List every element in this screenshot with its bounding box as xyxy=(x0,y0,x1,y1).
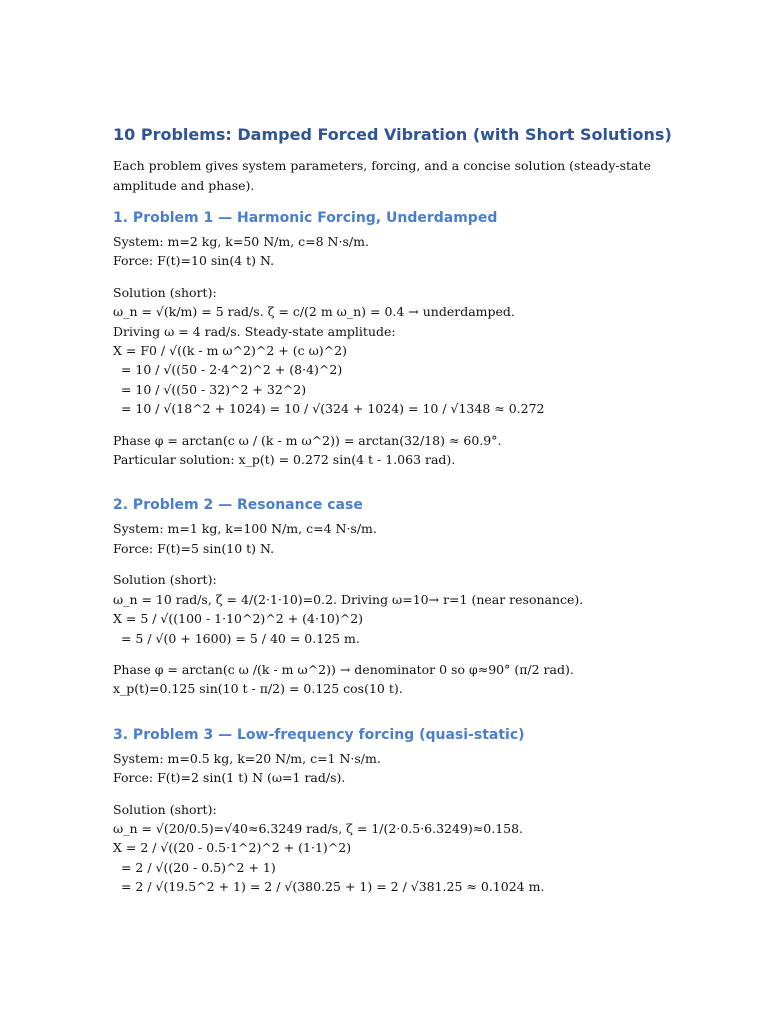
solution-line: X = 2 / √((20 - 0.5·1^2)^2 + (1·1)^2) xyxy=(113,840,352,856)
problem-system: System: m=2 kg, k=50 N/m, c=8 N·s/m. xyxy=(113,234,369,249)
solution-line: X = 5 / √((100 - 1·10^2)^2 + (4·10)^2) xyxy=(113,611,364,627)
phase-line: Phase φ = arctan(c ω / (k - m ω^2)) = arctan(32/18) ≈ 60.9°. xyxy=(113,432,502,448)
problem-heading: 1. Problem 1 — Harmonic Forcing, Underdamped xyxy=(113,210,498,226)
problem-force: Force: F(t)=5 sin(10 t) N. xyxy=(113,540,275,556)
solution-line: X = F0 / √((k - m ω^2)^2 + (c ω)^2) xyxy=(113,343,347,359)
solution-line: = 2 / √(19.5^2 + 1) = 2 / √(380.25 + 1) = 2 / √381.25 ≈ 0.1024 m. xyxy=(113,879,545,895)
intro-line: Each problem gives system parameters, forcing, and a concise solution (steady-state xyxy=(113,158,651,173)
problem-system: System: m=1 kg, k=100 N/m, c=4 N·s/m. xyxy=(113,521,377,537)
solution-label: Solution (short): xyxy=(113,801,217,817)
problem-section xyxy=(113,208,713,469)
solution-line: = 2 / √((20 - 0.5)^2 + 1) xyxy=(113,859,276,875)
solution-line: ω_n = √(k/m) = 5 rad/s. ζ = c/(2 m ω_n) = 0.4 → underdamped. xyxy=(113,304,515,320)
phase-line: Phase φ = arctan(c ω /(k - m ω^2)) → denominator 0 so φ≈90° (π/2 rad). xyxy=(113,661,574,677)
solution-label: Solution (short): xyxy=(113,284,217,300)
problem-section xyxy=(113,495,713,698)
problem-section xyxy=(113,725,713,897)
solution-line: ω_n = √(20/0.5)=√40≈6.3249 rad/s, ζ = 1/(2·0.5·6.3249)≈0.158. xyxy=(113,820,524,836)
problem-heading: 3. Problem 3 — Low-frequency forcing (quasi-static) xyxy=(113,726,525,743)
phase-line: Particular solution: x_p(t) = 0.272 sin(4 t - 1.063 rad). xyxy=(113,452,456,468)
document-title: 10 Problems: Damped Forced Vibration (with Short Solutions) xyxy=(113,125,672,144)
document-page xyxy=(113,124,713,897)
solution-line: ω_n = 10 rad/s, ζ = 4/(2·1·10)=0.2. Driving ω=10→ r=1 (near resonance). xyxy=(113,591,584,607)
problem-force: Force: F(t)=2 sin(1 t) N (ω=1 rad/s). xyxy=(113,770,346,786)
problem-system: System: m=0.5 kg, k=20 N/m, c=1 N·s/m. xyxy=(113,750,381,766)
solution-line: = 10 / √((50 - 32)^2 + 32^2) xyxy=(113,381,307,397)
solution-line: = 5 / √(0 + 1600) = 5 / 40 = 0.125 m. xyxy=(113,630,360,646)
document-intro xyxy=(113,156,713,196)
solution-label: Solution (short): xyxy=(113,572,217,588)
solution-line: = 10 / √(18^2 + 1024) = 10 / √(324 + 1024) = 10 / √1348 ≈ 0.272 xyxy=(113,401,545,417)
solution-line: Driving ω = 4 rad/s. Steady-state amplitude: xyxy=(113,323,396,339)
intro-line: amplitude and phase). xyxy=(113,178,255,193)
problem-force: Force: F(t)=10 sin(4 t) N. xyxy=(113,253,275,269)
problem-heading: 2. Problem 2 — Resonance case xyxy=(113,497,363,514)
solution-line: = 10 / √((50 - 2·4^2)^2 + (8·4)^2) xyxy=(113,362,343,378)
phase-line: x_p(t)=0.125 sin(10 t - π/2) = 0.125 cos(10 t). xyxy=(113,681,403,697)
